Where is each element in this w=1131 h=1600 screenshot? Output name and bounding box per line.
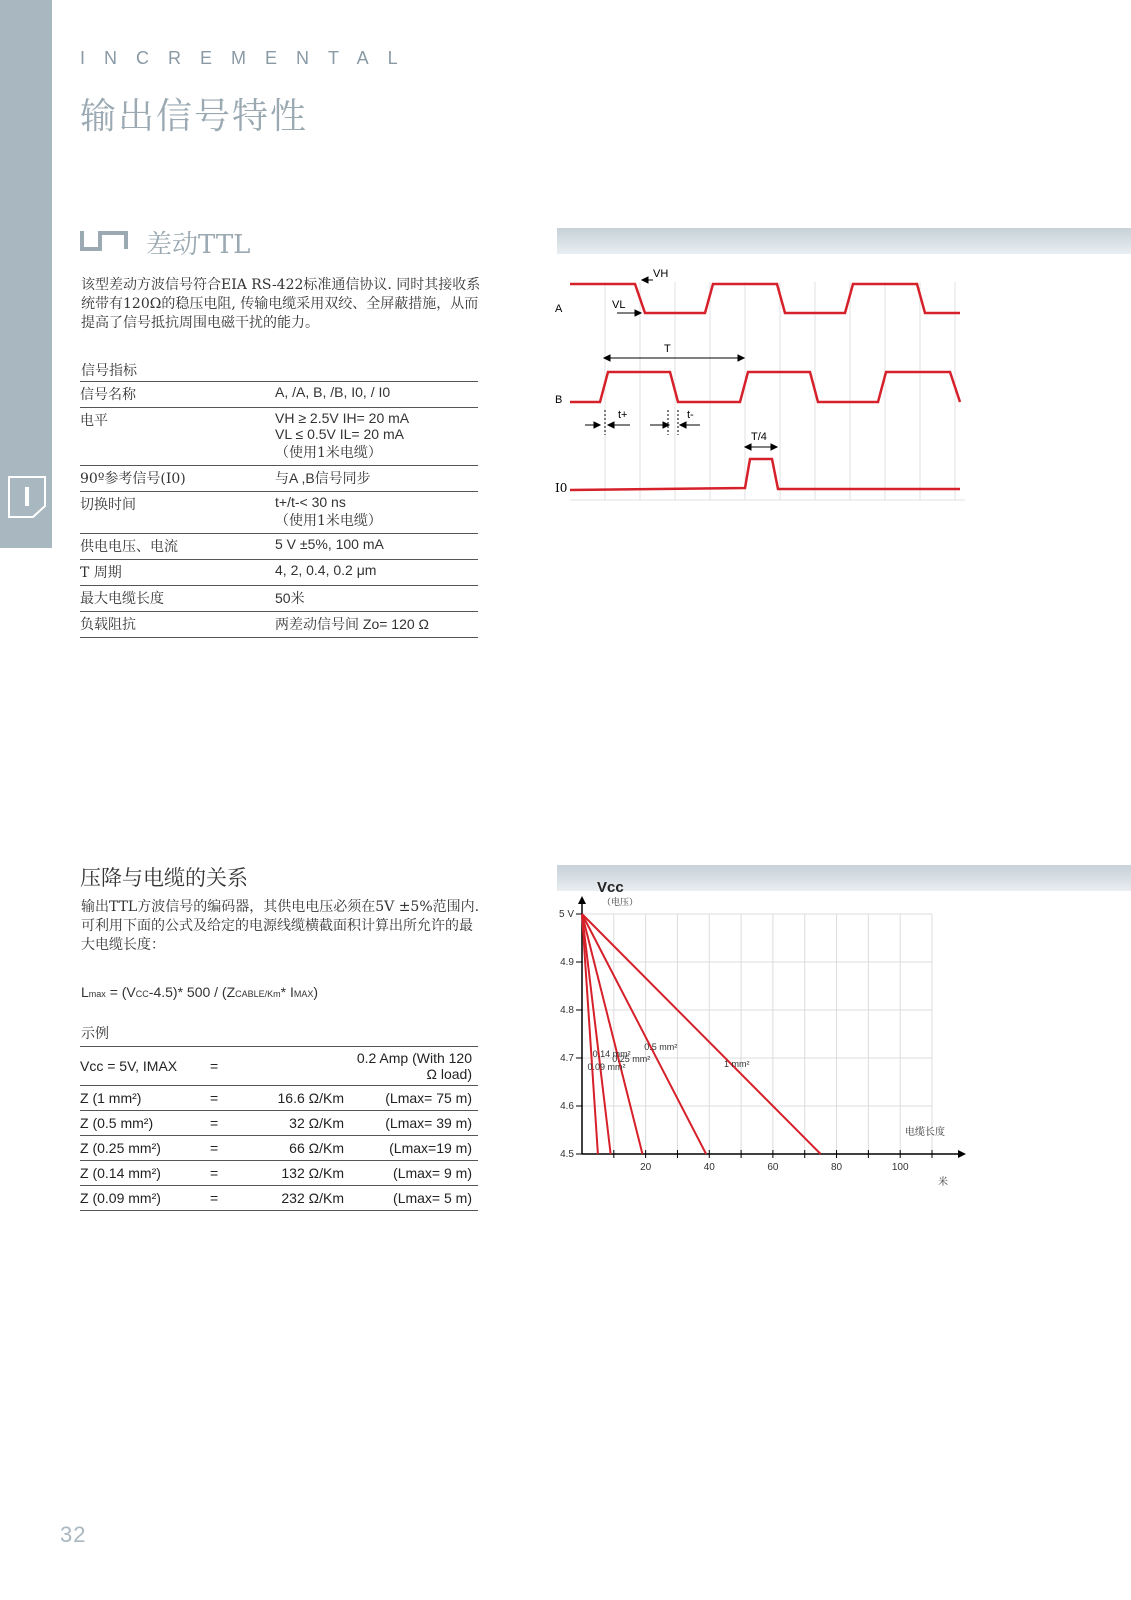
spec-value-line: 50米 xyxy=(275,590,305,606)
spec-key: 90º参考信号(I0) xyxy=(80,471,186,487)
y-axis-arrow xyxy=(578,896,586,904)
spec-value-line: VH ≥ 2.5V IH= 20 mA xyxy=(275,410,410,426)
quarter-period-label: T/4 xyxy=(751,431,767,443)
example-cell-eq: = xyxy=(210,1190,219,1206)
example-row xyxy=(80,1047,478,1086)
example-label: 示例 xyxy=(81,1026,109,1042)
spec-key: 电平 xyxy=(80,413,108,429)
spec-row xyxy=(80,612,478,638)
example-cell-a: Z (0.14 mm²) xyxy=(80,1165,161,1181)
y-tick-label: 4.5 xyxy=(560,1149,574,1160)
formula-sub: CABLE/Km xyxy=(235,989,281,999)
series-label: 0.09 mm² xyxy=(587,1062,626,1072)
page-title: 输出信号特性 xyxy=(80,96,309,137)
spec-row xyxy=(80,560,478,586)
x-tick-label: 80 xyxy=(830,1162,843,1173)
chapter-tab-label: I xyxy=(23,481,31,512)
formula-part: ) xyxy=(313,984,319,1000)
example-cell-b: 16.6 Ω/Km xyxy=(277,1090,344,1106)
spec-value-line: （使用1米电缆） xyxy=(275,513,382,529)
spec-value xyxy=(275,492,478,534)
series-label: 0.14 mm² xyxy=(592,1049,631,1060)
voltage-drop-chart xyxy=(550,872,970,1192)
x-tick-label: 60 xyxy=(767,1162,779,1173)
spec-row xyxy=(80,408,478,466)
signal-i0-label: I0 xyxy=(555,481,568,495)
spec-row xyxy=(80,492,478,534)
x-tick-label: 40 xyxy=(703,1162,715,1173)
example-cell-c: (Lmax=19 m) xyxy=(389,1140,472,1156)
example-cell-a: Z (0.09 mm²) xyxy=(80,1190,161,1206)
example-cell-eq: = xyxy=(210,1090,219,1106)
example-cell-c: (Lmax= 9 m) xyxy=(393,1165,472,1181)
timing-grid xyxy=(570,282,965,500)
spec-key: 负载阻抗 xyxy=(80,617,136,633)
vh-label: VH xyxy=(653,268,669,280)
spec-value xyxy=(275,534,478,560)
spec-row xyxy=(80,382,478,408)
example-cell-b: 132 Ω/Km xyxy=(281,1165,344,1181)
timing-diagram xyxy=(555,260,975,505)
voltage-drop-title: 压降与电缆的关系 xyxy=(80,866,248,890)
period-label: T xyxy=(664,343,671,355)
spec-value-line: VL ≤ 0.5V IL= 20 mA xyxy=(275,426,404,442)
series-line xyxy=(582,914,821,1154)
example-table xyxy=(80,1046,478,1211)
signal-b-wave xyxy=(570,372,960,402)
example-cell-b xyxy=(256,1047,344,1086)
category-heading: INCREMENTAL xyxy=(80,48,417,68)
example-cell-b: 32 Ω/Km xyxy=(289,1115,344,1131)
voltage-drop-text: 输出TTL方波信号的编码器，其供电电压必须在5V ±5%范围内. 可利用下面的公式及给定的电源线缆横截面积计算出所允许的最大电缆长度： xyxy=(81,899,480,953)
example-cell-b: 66 Ω/Km xyxy=(289,1140,344,1156)
y-tick-label: 4.7 xyxy=(560,1053,574,1064)
y-tick-label: 5 V xyxy=(558,909,574,920)
example-cell-eq: = xyxy=(210,1058,219,1074)
x-tick-label: 100 xyxy=(891,1162,909,1173)
section-title: 差动TTL xyxy=(146,230,251,260)
y-tick-label: 4.9 xyxy=(560,957,574,968)
formula-part: -4.5)* 500 / (Z xyxy=(148,984,236,1000)
example-cell-a: Z (0.25 mm²) xyxy=(80,1140,161,1156)
spec-value xyxy=(275,612,478,638)
spec-value xyxy=(275,382,478,408)
x-axis-arrow xyxy=(958,1150,966,1158)
spec-table xyxy=(80,381,478,638)
example-cell-c: (Lmax= 75 m) xyxy=(385,1090,472,1106)
chart-grid xyxy=(582,914,932,1154)
chart-xunit: 米 xyxy=(938,1177,948,1188)
example-cell-c: (Lmax= 39 m) xyxy=(385,1115,472,1131)
x-tick-label: 20 xyxy=(640,1162,652,1173)
example-cell-eq: = xyxy=(210,1165,219,1181)
series-label: 0.5 mm² xyxy=(644,1042,678,1052)
example-row xyxy=(80,1161,478,1186)
t-plus-label: t+ xyxy=(618,409,628,421)
example-cell-a: Z (0.5 mm²) xyxy=(80,1115,154,1131)
spec-key: 最大电缆长度 xyxy=(80,591,164,607)
formula-part: * I xyxy=(280,984,294,1000)
spec-value-line: A, /A, B, /B, I0, / I0 xyxy=(275,384,391,400)
cable-length-formula xyxy=(81,984,318,1000)
signal-i0-wave xyxy=(570,459,960,490)
spec-key: 信号名称 xyxy=(80,387,136,403)
chapter-tab[interactable] xyxy=(7,476,47,518)
example-cell-c: (Lmax= 5 m) xyxy=(393,1190,472,1206)
signal-b-label: B xyxy=(555,394,563,406)
spec-value-line: 4, 2, 0.4, 0.2 μm xyxy=(275,562,377,578)
example-row xyxy=(80,1136,478,1161)
series-line xyxy=(582,914,642,1154)
signal-a-wave xyxy=(570,284,960,313)
example-cell-eq: = xyxy=(210,1140,219,1156)
spec-value xyxy=(275,560,478,586)
example-cell-eq: = xyxy=(210,1115,219,1131)
page-number: 32 xyxy=(60,1522,87,1547)
spec-key: 切换时间 xyxy=(80,497,136,513)
t-minus-label: t- xyxy=(687,409,694,421)
vl-label: VL xyxy=(612,299,626,311)
example-cell-a: Z (1 mm²) xyxy=(80,1090,142,1106)
signal-a-label: A xyxy=(555,303,563,315)
spec-value xyxy=(275,466,478,492)
chart-title: Vcc xyxy=(597,879,624,896)
side-color-bar xyxy=(0,0,52,548)
spec-value-line: t+/t-< 30 ns xyxy=(275,494,346,510)
spec-row xyxy=(80,534,478,560)
series-label: 1 mm² xyxy=(723,1058,750,1069)
formula-sub: CC xyxy=(135,989,149,999)
series-line xyxy=(582,914,706,1154)
example-cell-a: Vcc = 5V, IMAX xyxy=(80,1058,178,1074)
formula-part: = (V xyxy=(105,984,136,1000)
example-cell-c: 0.2 Amp (With 120 Ω load) xyxy=(356,1050,472,1082)
y-tick-label: 4.8 xyxy=(560,1005,574,1016)
spec-header: 信号指标 xyxy=(81,363,137,379)
series-label: 0.25 mm² xyxy=(612,1054,651,1064)
formula-sub: MAX xyxy=(293,989,314,999)
formula-sub: max xyxy=(88,989,106,999)
section-intro: 该型差动方波信号符合EIA RS-422标准通信协议. 同时其接收系统带有120Ω的稳压电阻, 传输电缆采用双绞、全屏蔽措施，从而提高了信号抵抗周围电磁干扰的能力。 xyxy=(81,277,481,331)
example-row xyxy=(80,1111,478,1136)
example-cell-b: 232 Ω/Km xyxy=(281,1190,344,1206)
square-wave-icon xyxy=(80,229,130,251)
diagram-header-bar xyxy=(557,228,1131,254)
y-tick-label: 4.6 xyxy=(560,1101,574,1112)
spec-row xyxy=(80,466,478,492)
chart-series xyxy=(582,914,821,1154)
formula-part: L xyxy=(81,984,89,1000)
spec-value xyxy=(275,586,478,612)
spec-key: 供电电压、电流 xyxy=(80,539,178,555)
example-row xyxy=(80,1086,478,1111)
spec-value-line: 5 V ±5%, 100 mA xyxy=(275,536,384,552)
spec-value-line: （使用1米电缆） xyxy=(275,445,382,461)
spec-value-line: 与A ,B信号同步 xyxy=(275,470,371,486)
chart-subtitle: （电压） xyxy=(602,898,639,908)
spec-value-line: 两差动信号间 Zo= 120 Ω xyxy=(275,616,430,632)
spec-value xyxy=(275,408,478,466)
spec-row xyxy=(80,586,478,612)
spec-key: T 周期 xyxy=(80,565,122,581)
chart-xlabel: 电缆长度 xyxy=(905,1127,945,1138)
example-row xyxy=(80,1186,478,1211)
